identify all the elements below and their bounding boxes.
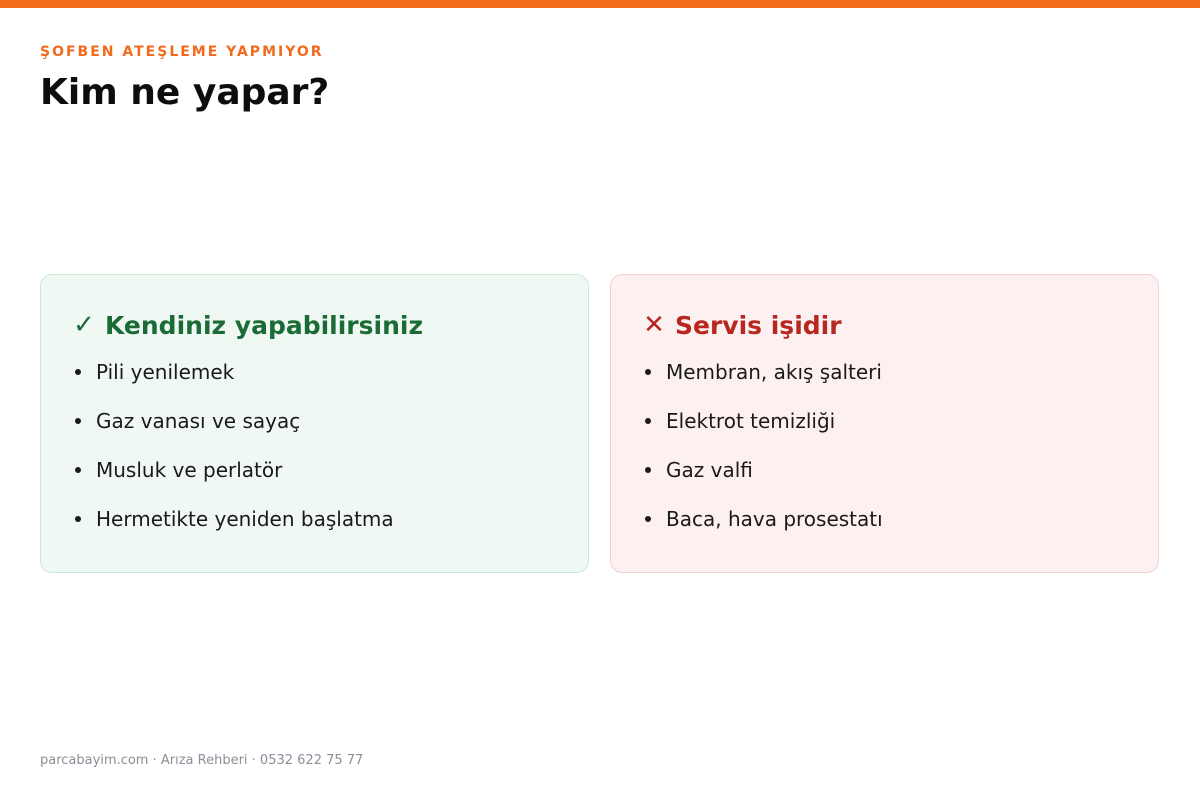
list-item-label: Membran, akış şalteri xyxy=(666,360,882,384)
list-item-label: Gaz vanası ve sayaç xyxy=(96,409,301,433)
bullet-icon xyxy=(645,516,651,522)
page-eyebrow: ŞOFBEN ATEŞLEME YAPMIYOR xyxy=(40,44,324,60)
diy-item-list xyxy=(71,359,558,555)
bullet-icon xyxy=(75,467,81,473)
bullet-icon xyxy=(75,516,81,522)
list-item xyxy=(641,506,1128,555)
list-item xyxy=(641,408,1128,457)
list-item-label: Musluk ve perlatör xyxy=(96,458,283,482)
list-item xyxy=(71,457,558,506)
diy-card-title: Kendiniz yapabilirsiniz xyxy=(105,310,424,340)
bullet-icon xyxy=(75,369,81,375)
list-item-label: Pili yenilemek xyxy=(96,360,235,384)
list-item xyxy=(71,408,558,457)
list-item xyxy=(71,506,558,555)
list-item xyxy=(641,359,1128,408)
service-item-list xyxy=(641,359,1128,555)
top-accent-bar xyxy=(0,0,1200,8)
list-item-label: Hermetikte yeniden başlatma xyxy=(96,507,394,531)
service-card-title: Servis işidir xyxy=(675,310,842,340)
page-title: Kim ne yapar? xyxy=(40,72,330,113)
service-card xyxy=(610,274,1159,573)
diy-card-header xyxy=(71,309,558,341)
footer-text: parcabayim.com · Arıza Rehberi · 0532 622 75 77 xyxy=(40,753,364,768)
list-item xyxy=(641,457,1128,506)
bullet-icon xyxy=(645,467,651,473)
service-card-header xyxy=(641,309,1128,341)
list-item-label: Gaz valfi xyxy=(666,458,753,482)
diy-card xyxy=(40,274,589,573)
close-icon: ✕ xyxy=(643,310,665,340)
checkmark-icon: ✓ xyxy=(73,310,95,340)
bullet-icon xyxy=(645,369,651,375)
list-item-label: Elektrot temizliği xyxy=(666,409,836,433)
bullet-icon xyxy=(75,418,81,424)
list-item-label: Baca, hava prosestatı xyxy=(666,507,883,531)
list-item xyxy=(71,359,558,408)
bullet-icon xyxy=(645,418,651,424)
